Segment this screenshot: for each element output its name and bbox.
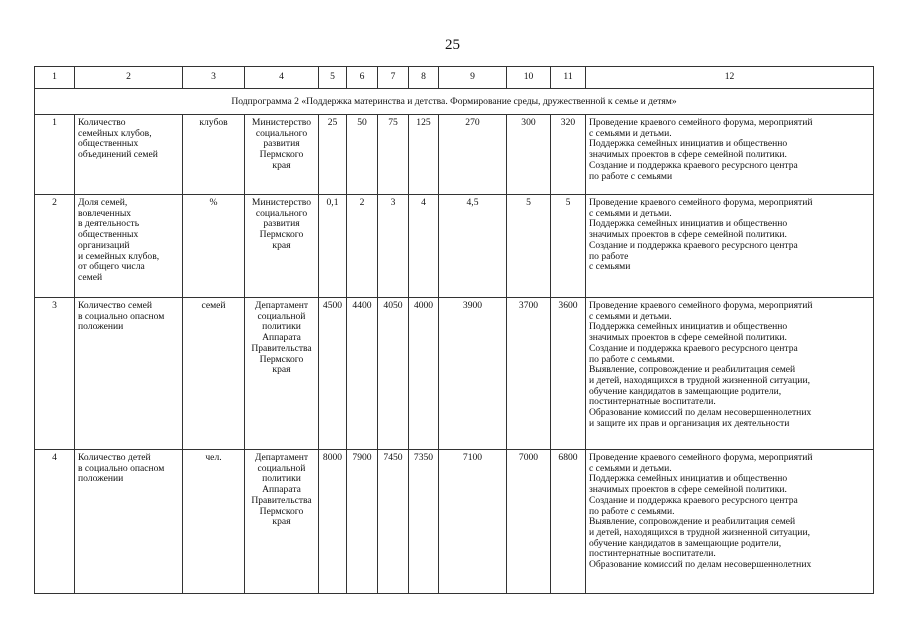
value-cell: 3700 <box>507 298 551 450</box>
column-number-row <box>35 67 874 89</box>
value-cell: 5 <box>507 195 551 298</box>
column-number: 3 <box>183 67 245 89</box>
value-cell: 4400 <box>347 298 378 450</box>
subprogram-row <box>35 89 874 115</box>
value-cell: 25 <box>319 115 347 195</box>
indicator-name: Доля семей, вовлеченных в деятельность общественных организаций и семейных клубов, от общего числа семей <box>75 195 183 298</box>
value-cell: 4 <box>409 195 439 298</box>
column-number: 10 <box>507 67 551 89</box>
column-number: 12 <box>586 67 874 89</box>
value-cell: 7450 <box>378 450 409 594</box>
activities: Проведение краевого семейного форума, мероприятий с семьями и детьми. Поддержка семейных инициатив и общественно значимых проектов в сфере семейной политики. Создание и поддержка краевого ресурсного центра по работе с семьями. Выявление, сопровождение и реабилитация семей и детей, находящихся в трудной жизненной ситуации, обучение кандидатов в замещающие родители, постинтернатные воспитатели. Образование комиссий по делам несовершеннолетних <box>586 450 874 594</box>
value-cell: 2 <box>347 195 378 298</box>
indicator-name: Количество семей в социально опасном положении <box>75 298 183 450</box>
value-cell: 50 <box>347 115 378 195</box>
indicator-name: Количество семейных клубов, общественных объединений семей <box>75 115 183 195</box>
row-number: 1 <box>35 115 75 195</box>
unit: семей <box>183 298 245 450</box>
value-cell: 3900 <box>439 298 507 450</box>
value-cell: 4,5 <box>439 195 507 298</box>
table-row <box>35 115 874 195</box>
value-cell: 3600 <box>551 298 586 450</box>
column-number: 6 <box>347 67 378 89</box>
value-cell: 0,1 <box>319 195 347 298</box>
executor: Министерство социального развития Пермского края <box>245 195 319 298</box>
executor: Департамент социальной политики Аппарата Правительства Пермского края <box>245 298 319 450</box>
activities: Проведение краевого семейного форума, мероприятий с семьями и детьми. Поддержка семейных инициатив и общественно значимых проектов в сфере семейной политики. Создание и поддержка краевого ресурсного центра по работе с семьями. Выявление, сопровождение и реабилитация семей и детей, находящихся в трудной жизненной ситуации, обучение кандидатов в замещающие родители, постинтернатные воспитатели. Образование комиссий по делам несовершеннолетних и защите их прав и организация их деятельности <box>586 298 874 450</box>
value-cell: 300 <box>507 115 551 195</box>
page-number: 25 <box>445 37 460 53</box>
value-cell: 3 <box>378 195 409 298</box>
value-cell: 270 <box>439 115 507 195</box>
unit: чел. <box>183 450 245 594</box>
column-number: 7 <box>378 67 409 89</box>
column-number: 1 <box>35 67 75 89</box>
column-number: 5 <box>319 67 347 89</box>
indicator-name: Количество детей в социально опасном положении <box>75 450 183 594</box>
unit: клубов <box>183 115 245 195</box>
row-number: 3 <box>35 298 75 450</box>
table-row <box>35 450 874 594</box>
value-cell: 8000 <box>319 450 347 594</box>
column-number: 2 <box>75 67 183 89</box>
executor: Департамент социальной политики Аппарата Правительства Пермского края <box>245 450 319 594</box>
value-cell: 75 <box>378 115 409 195</box>
indicators-table <box>34 66 874 594</box>
column-number: 4 <box>245 67 319 89</box>
value-cell: 7900 <box>347 450 378 594</box>
unit: % <box>183 195 245 298</box>
value-cell: 6800 <box>551 450 586 594</box>
column-number: 11 <box>551 67 586 89</box>
activities: Проведение краевого семейного форума, мероприятий с семьями и детьми. Поддержка семейных инициатив и общественно значимых проектов в сфере семейной политики. Создание и поддержка краевого ресурсного центра по работе с семьями <box>586 115 874 195</box>
value-cell: 4050 <box>378 298 409 450</box>
table-row <box>35 298 874 450</box>
value-cell: 4000 <box>409 298 439 450</box>
row-number: 2 <box>35 195 75 298</box>
table-body <box>35 67 874 594</box>
table-row <box>35 195 874 298</box>
value-cell: 7100 <box>439 450 507 594</box>
column-number: 8 <box>409 67 439 89</box>
value-cell: 125 <box>409 115 439 195</box>
executor: Министерство социального развития Пермского края <box>245 115 319 195</box>
row-number: 4 <box>35 450 75 594</box>
value-cell: 7000 <box>507 450 551 594</box>
value-cell: 5 <box>551 195 586 298</box>
value-cell: 320 <box>551 115 586 195</box>
activities: Проведение краевого семейного форума, мероприятий с семьями и детьми. Поддержка семейных инициатив и общественно значимых проектов в сфере семейной политики. Создание и поддержка краевого ресурсного центра по работе с семьями <box>586 195 874 298</box>
value-cell: 7350 <box>409 450 439 594</box>
subprogram-title: Подпрограмма 2 «Поддержка материнства и детства. Формирование среды, дружественной к семье и детям» <box>35 89 874 115</box>
value-cell: 4500 <box>319 298 347 450</box>
column-number: 9 <box>439 67 507 89</box>
